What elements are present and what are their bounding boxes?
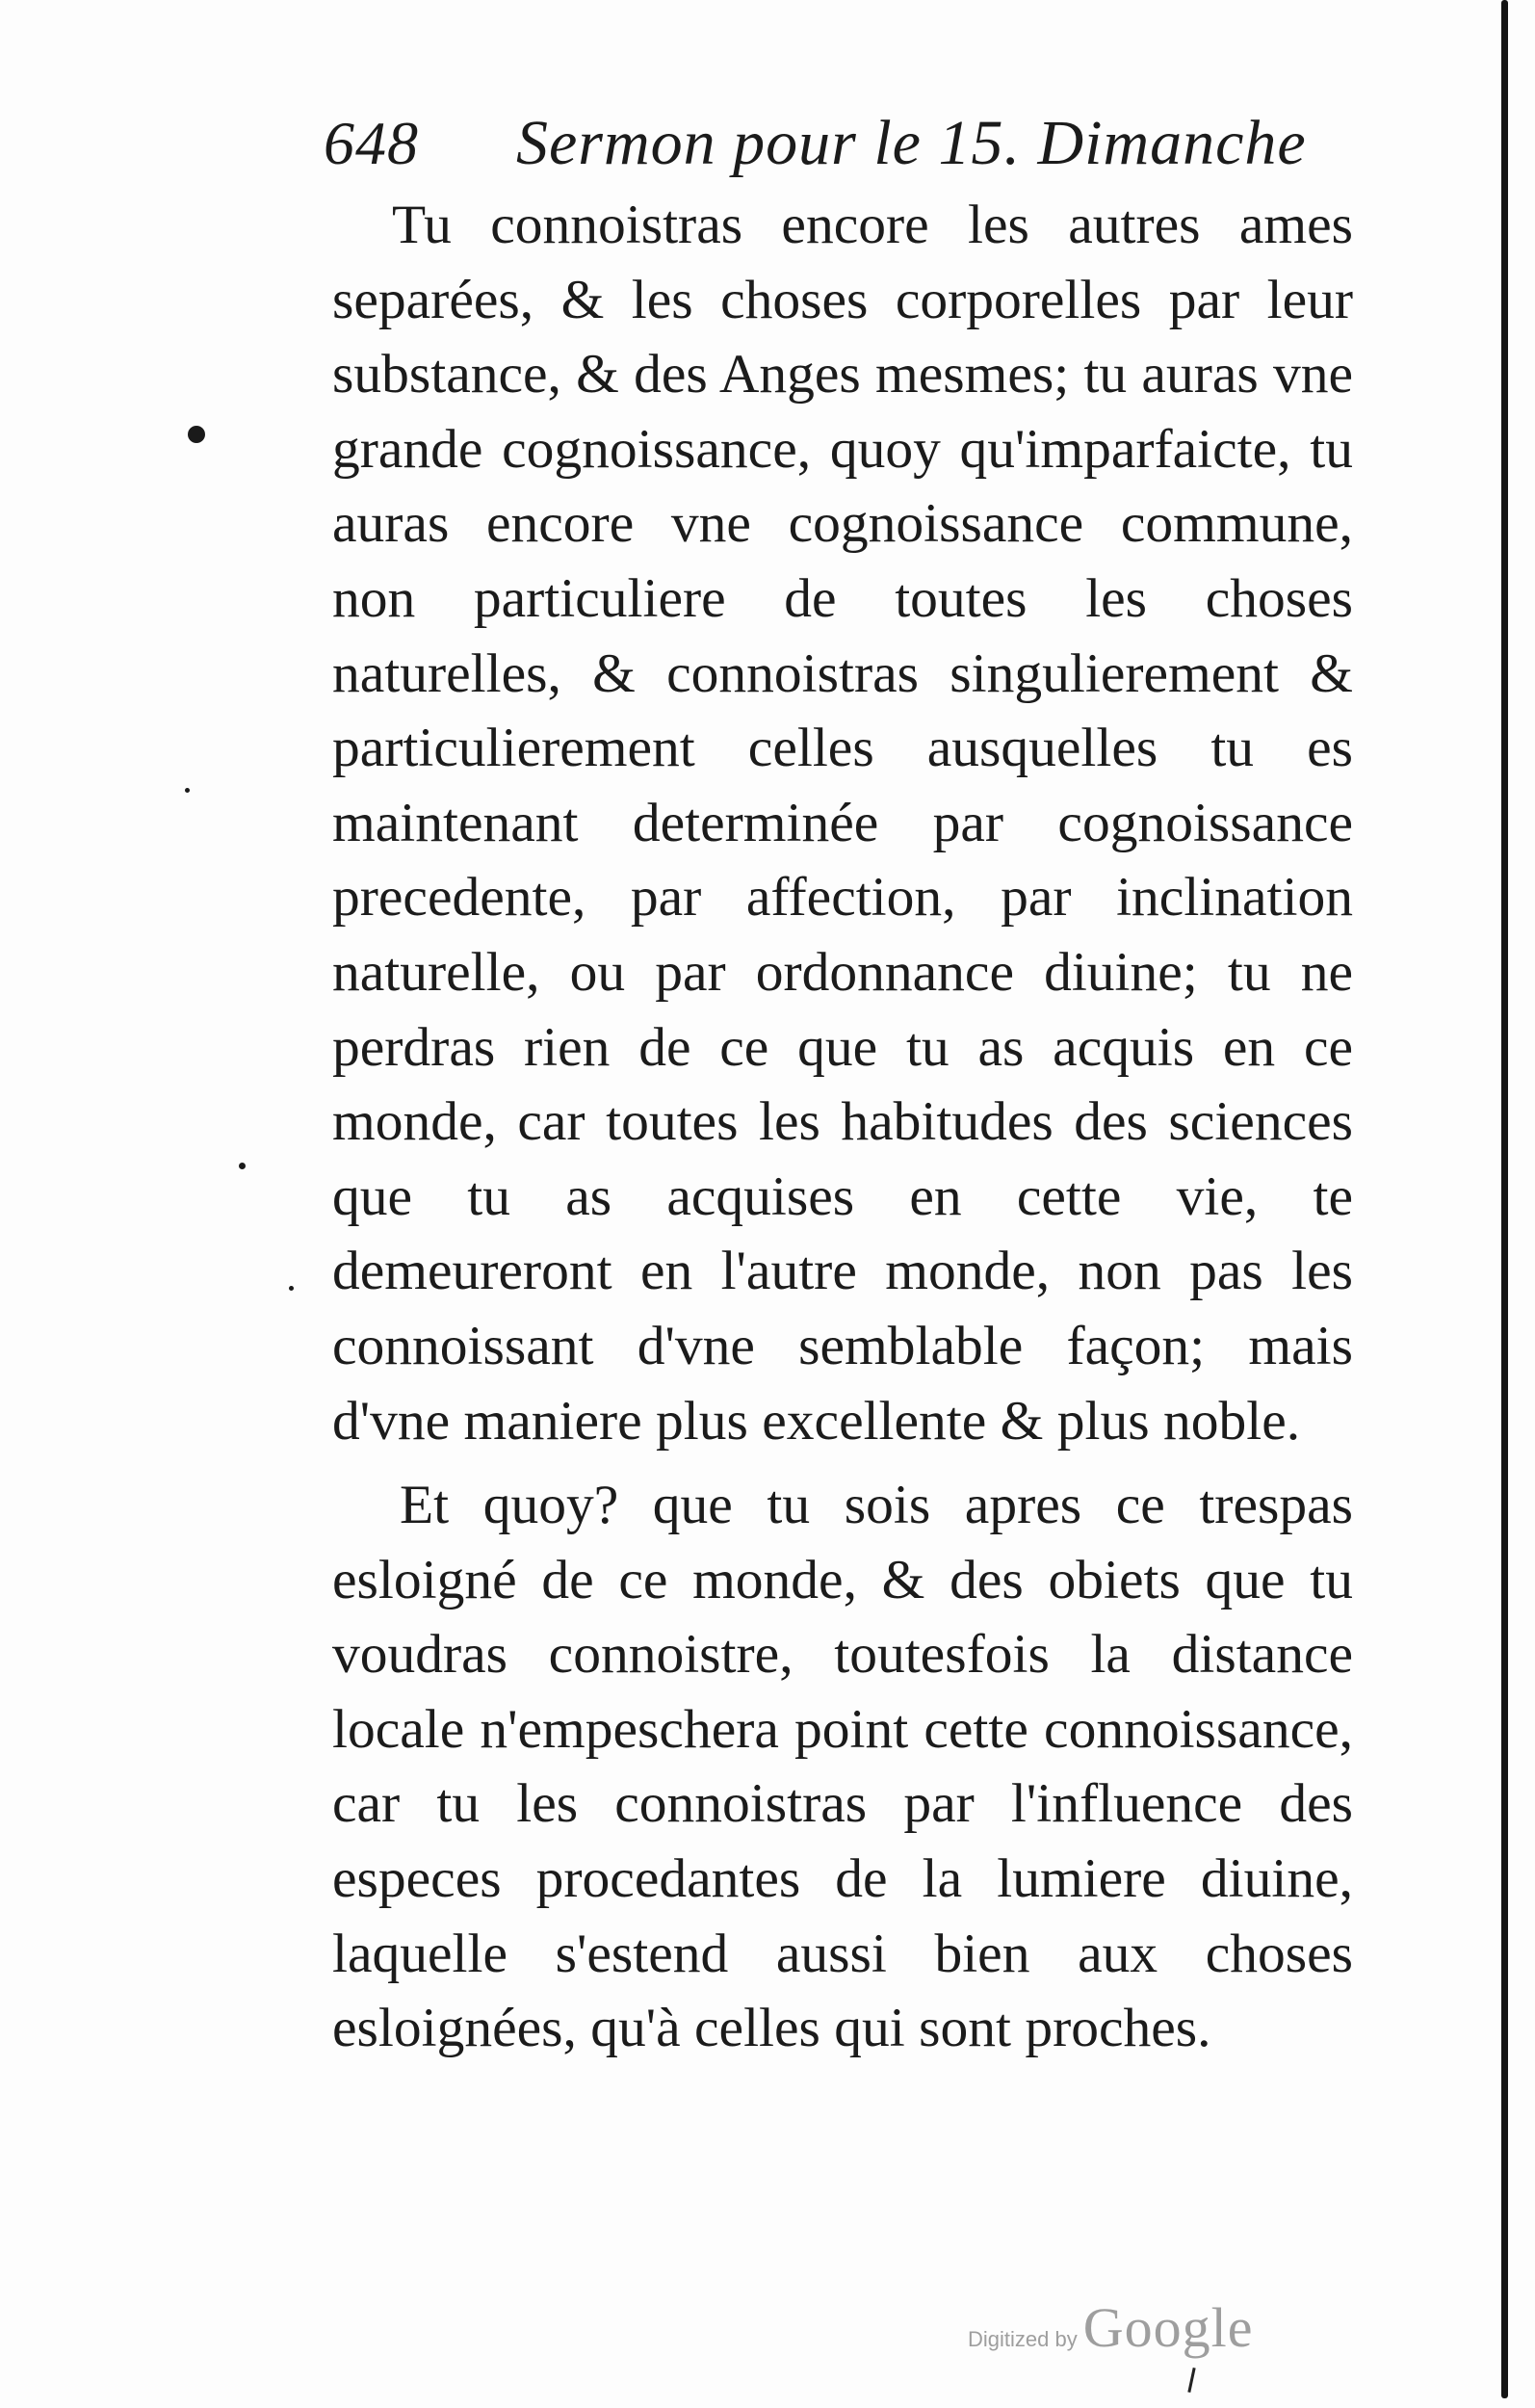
- paragraph: Tu connoistras encore les autres ames separées, & les choses corporelles par leur substance, & des Anges mesmes; tu auras vne grande cognoissance, quoy qu'imparfaicte, tu auras encore vne cognoissance commune, non particuliere de toutes les choses naturelles, & connoistras singulierement & particulierement celles ausquelles tu es maintenant determinée par cognoissance precedente, par affection, par inclination naturelle, ou par ordonnance diuine; tu ne perdras rien de ce que tu as acquis en ce monde, car toutes les habitudes des sciences que tu as acquises en cette vie, te demeureront en l'autre monde, non pas les connoissant d'vne semblable façon; mais d'vne maniere plus excellente & plus noble.: [332, 195, 1353, 1452]
- page-number: 648: [324, 109, 419, 177]
- margin-ink-dot: [289, 1286, 294, 1291]
- margin-ink-dot: [188, 426, 205, 443]
- running-head: [324, 106, 1307, 181]
- digitization-watermark: [968, 2295, 1253, 2372]
- margin-ink-dot: [185, 788, 190, 793]
- google-logo: Google: [1082, 2296, 1254, 2359]
- paragraph: Et quoy? que tu sois apres ce trespas esloigné de ce monde, & des obiets que tu voudras connoistre, toutesfois la distance locale n'empeschera point cette connoissance, car tu les connoistras par l'influence des especes procedantes de la lumiere diuine, laquelle s'estend aussi bien aux choses esloignées, qu'à celles qui sont proches.: [332, 1475, 1353, 2059]
- running-head-title: Sermon pour le 15. Dimanche: [516, 108, 1307, 178]
- page-edge-rule: [1501, 0, 1508, 2398]
- body-text: [332, 188, 1353, 2066]
- margin-ink-dot: [239, 1163, 246, 1169]
- watermark-prefix: Digitized by: [968, 2327, 1078, 2351]
